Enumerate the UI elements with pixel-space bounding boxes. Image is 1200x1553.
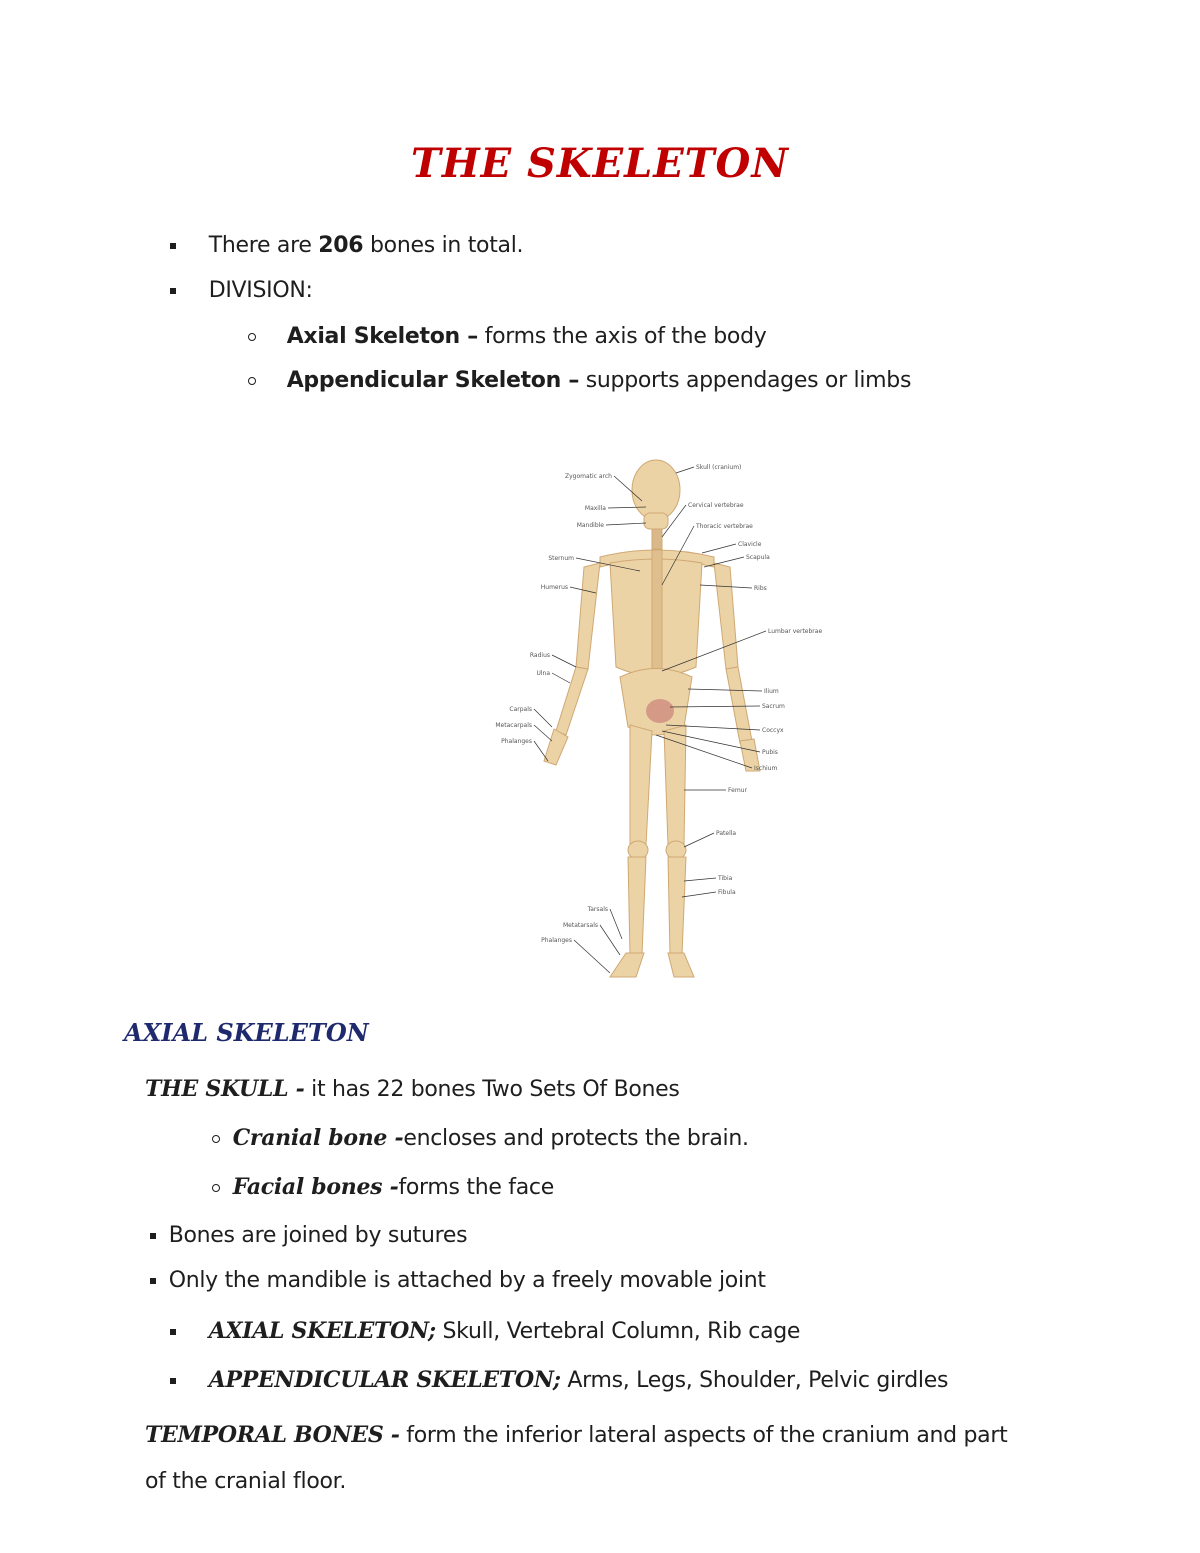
square-bullet-icon: [170, 1378, 176, 1384]
label-fibula: Fibula: [718, 889, 736, 896]
label-skull: Skull (cranium): [696, 464, 742, 471]
division-item: [170, 277, 313, 305]
square-bullet-icon: [170, 1329, 176, 1335]
facial-term: Facial bones -: [232, 1174, 399, 1200]
facial-desc: forms the face: [398, 1175, 554, 1200]
label-patella: Patella: [716, 830, 737, 837]
appendicular-term: Appendicular Skeleton –: [286, 368, 580, 393]
label-clavicle: Clavicle: [738, 541, 762, 548]
temporal-term: TEMPORAL BONES -: [145, 1422, 400, 1448]
total-suffix: bones in total.: [363, 233, 524, 258]
page-title: THE SKELETON: [411, 140, 789, 187]
label-sternum: Sternum: [548, 555, 574, 562]
total-prefix: There are: [208, 233, 319, 258]
mandible-item: [150, 1267, 766, 1295]
cranial-term: Cranial bone -: [232, 1125, 404, 1151]
axial-section-heading: AXIAL SKELETON: [124, 1018, 369, 1047]
label-thoracic-vertebrae: Thoracic vertebrae: [696, 523, 753, 530]
label-femur: Femur: [728, 787, 747, 794]
mandible-text: Only the mandible is attached by a freely movable joint: [168, 1268, 766, 1293]
total-number: 206: [318, 233, 364, 258]
label-cervical-vertebrae: Cervical vertebrae: [688, 502, 744, 509]
axial-desc: forms the axis of the body: [477, 324, 767, 349]
skull-desc: it has 22 bones Two Sets Of Bones: [304, 1077, 680, 1102]
label-phalanges-hand: Phalanges: [501, 738, 532, 745]
axial-definition-item: [248, 323, 766, 351]
facial-item: [212, 1173, 554, 1202]
label-radius: Radius: [529, 652, 550, 659]
circle-bullet-icon: [212, 1184, 220, 1192]
circle-bullet-icon: [212, 1135, 220, 1143]
appendicular-desc: supports appendages or limbs: [579, 368, 912, 393]
skeleton-left-labels: [495, 473, 612, 944]
division-label: DIVISION:: [208, 278, 313, 303]
label-ischium: Ischium: [754, 765, 778, 772]
label-ulna: Ulna: [536, 670, 550, 677]
skeleton-diagram: [470, 445, 850, 995]
sutures-text: Bones are joined by sutures: [168, 1223, 468, 1248]
label-metacarpals: Metacarpals: [495, 722, 532, 729]
skeleton-drawing: [544, 460, 760, 977]
label-zygomatic-arch: Zygomatic arch: [564, 473, 612, 480]
square-bullet-icon: [170, 243, 176, 249]
total-bones-item: [170, 232, 523, 260]
circle-bullet-icon: [248, 377, 256, 385]
temporal-continuation: of the cranial floor.: [145, 1469, 347, 1494]
label-pubis: Pubis: [762, 749, 778, 756]
label-humerus: Humerus: [540, 584, 568, 591]
label-sacrum: Sacrum: [762, 703, 785, 710]
cranial-desc: encloses and protects the brain.: [403, 1126, 749, 1151]
appendicular-list-item: [170, 1366, 948, 1395]
label-ilium: Ilium: [764, 688, 779, 695]
skull-term: THE SKULL -: [145, 1076, 305, 1102]
appendicular-definition-item: [248, 367, 911, 395]
square-bullet-icon: [150, 1278, 156, 1284]
sutures-item: [150, 1222, 467, 1250]
label-phalanges-foot: Phalanges: [541, 937, 572, 944]
label-carpals: Carpals: [509, 706, 532, 713]
axial-term: Axial Skeleton –: [286, 324, 478, 349]
temporal-desc: form the inferior lateral aspects of the cranium and part: [399, 1423, 1008, 1448]
label-tibia: Tibia: [718, 875, 733, 882]
label-scapula: Scapula: [746, 554, 770, 561]
label-maxilla: Maxilla: [584, 505, 606, 512]
label-tarsals: Tarsals: [587, 906, 608, 913]
temporal-line: [145, 1421, 1007, 1450]
label-mandible: Mandible: [576, 522, 604, 529]
label-metatarsals: Metatarsals: [563, 922, 598, 929]
square-bullet-icon: [150, 1233, 156, 1239]
circle-bullet-icon: [248, 333, 256, 341]
label-lumbar-vertebrae: Lumbar vertebrae: [768, 628, 823, 635]
label-ribs: Ribs: [754, 585, 767, 592]
appendicular-list-term: APPENDICULAR SKELETON;: [208, 1367, 561, 1393]
cranial-item: [212, 1124, 749, 1153]
axial-list-term: AXIAL SKELETON;: [208, 1318, 436, 1344]
square-bullet-icon: [170, 288, 176, 294]
axial-list-item: [170, 1317, 800, 1346]
skeleton-right-labels: [688, 464, 822, 896]
axial-list-desc: Skull, Vertebral Column, Rib cage: [435, 1319, 801, 1344]
label-coccyx: Coccyx: [762, 727, 784, 734]
skull-line: [145, 1075, 680, 1104]
appendicular-list-desc: Arms, Legs, Shoulder, Pelvic girdles: [560, 1368, 949, 1393]
